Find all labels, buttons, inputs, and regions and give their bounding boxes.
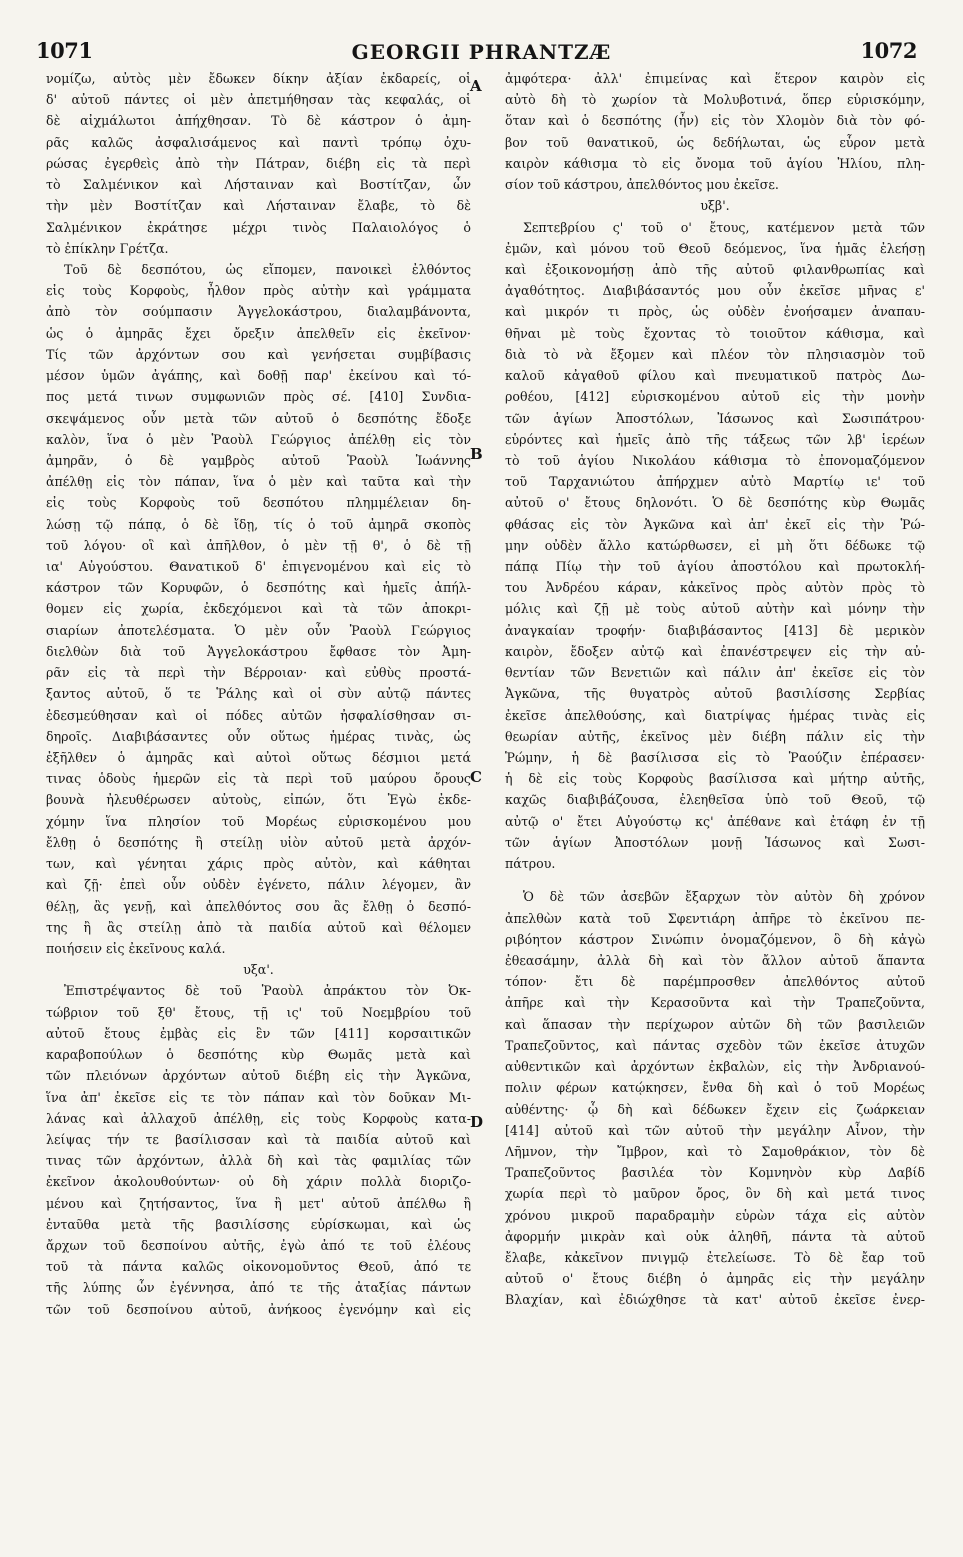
- text-line: ἀπελθὼν κατὰ τοῦ Σφεντιάρη ἀπῆρε τὸ ἐκεῖνου πε-: [505, 910, 925, 926]
- text-line: τοῦ τὰ πάντα καλῶς οἰκονομοῦντος Θεοῦ, ἀπό τε: [46, 1259, 471, 1275]
- text-line: ἀμηρᾶν, ὁ δὲ γαμβρὸς αὐτοῦ Ῥαοὺλ Ἰωάννης: [46, 452, 471, 468]
- text-line: ὡς ὁ ἀμηρᾶς ἔχει ὄρεξιν ἀπελθεῖν εἰς ἐκεῖνον·: [46, 325, 471, 341]
- text-line: καλοῦ κἀγαθοῦ φίλου καὶ πνευματικοῦ πατρὸς Δω-: [505, 368, 925, 384]
- text-line: ἀπέλθῃ εἰς τὸν πάπαν, ἵνα ὁ μὲν καὶ ταῦτα καὶ τὴν: [46, 474, 471, 490]
- text-line: τόπον· ἔτι δὲ παρέμπροσθεν ἀπελθόντος αὐτοῦ: [505, 974, 925, 990]
- text-line: μέσον ὑμῶν ἀγάπης, καὶ δοθῇ παρ' ἐκείνου καὶ τό-: [46, 368, 471, 384]
- text-line: Σεπτεβρίου ς' τοῦ ο' ἔτους, κατέμενον μετὰ τῶν: [523, 219, 925, 235]
- text-line: δ' αὐτοῦ πάντες οἱ μὲν ἀπετμήθησαν τὰς κεφαλάς, οἱ: [46, 92, 471, 108]
- text-line: ρᾶς καλῶς ἀσφαλισάμενος καὶ παντὶ τρόπῳ ὀχυ-: [46, 134, 471, 150]
- text-line: Τοῦ δὲ δεσπότου, ὡς εἴπομεν, πανοικεὶ ἐλθόντος: [64, 261, 471, 277]
- text-line: τῆς λύπης ὧν ἐγέννησα, ἀπό τε τῆς ἀταξίας πάντων: [46, 1280, 471, 1296]
- text-line: τῶν ἁγίων Ἀποστόλων, Ἰάσωνος καὶ Σωσιπάτρου·: [505, 410, 925, 426]
- text-line: διελθὼν διὰ τοῦ Ἀγγελοκάστρου ἔφθασε τὸν Ἀμη-: [46, 643, 471, 659]
- page-number-left: 1071: [36, 38, 93, 63]
- text-line: χρόνου μικροῦ παραδραμὴν εὑρὼν τάχα εἰς αὐτὸν: [505, 1207, 925, 1223]
- text-line: χωρία περὶ τὸ μαῦρον ὄρος, ὃν δὴ καὶ μετά τινος: [505, 1186, 925, 1202]
- text-line: ἐμῶν, καὶ μόνου τοῦ Θεοῦ δεόμενος, ἵνα ἡμᾶς ἐλεήσῃ: [505, 240, 925, 256]
- text-line: ἐδεσμεύθησαν καὶ οἱ πόδες αὐτῶν ἠσφαλίσθησαν σι-: [46, 707, 471, 723]
- text-line: διὰ τὸ νὰ ἔξομεν καὶ πλέον τὸν πλησιασμὸν τοῦ: [505, 346, 925, 362]
- text-line: αὐθεντικῶν καὶ ἀρχόντων ἐκβαλὼν, εἰς τὴν Ἀνδριανού-: [505, 1059, 925, 1075]
- text-line: θεντίαν τῶν Βενετιῶν καὶ πάλιν ἀπ' ἐκεῖσε εἰς τὸν: [505, 665, 925, 681]
- text-line: ἐθεασάμην, ἀλλὰ δὴ καὶ τὸν ἄλλον αὐτοῦ ἅπαντα: [505, 952, 925, 968]
- text-line: κάστρον τῶν Κορυφῶν, ὁ δεσπότης καὶ ἡμεῖς ἀπήλ-: [46, 580, 471, 596]
- text-line: τοῦ λόγου· οἳ καὶ ἀπῆλθον, ὁ μὲν τῇ θ', ὁ δὲ τῇ: [46, 537, 471, 553]
- text-line: ἀναγκαίαν τροφήν· διαβιβάσαντος [413] δὲ μερικὸν: [505, 622, 925, 638]
- text-line: καὶ ἐξοικονομήσῃ ἀπὸ τῆς αὐτοῦ φιλανθρωπίας καὶ: [505, 261, 925, 277]
- text-line: ἐνταῦθα μετὰ τῆς βασιλίσσης εὑρίσκωμαι, καὶ ὡς: [46, 1216, 471, 1232]
- text-line: εἰς τοὺς Κορφοὺς τοῦ δεσπότου πλημμέλειαν δη-: [46, 495, 471, 511]
- text-line: αὐτοῦ ἔτους ἐμβὰς εἰς ἓν τῶν [411] κορσαιτικῶν: [46, 1025, 471, 1041]
- text-line: καλὸν, ἵνα ὁ μὲν Ῥαοὺλ Γεώργιος ἀπέλθῃ εἰς τὸν: [46, 431, 471, 447]
- text-line: μην οὐδὲν ἄλλο κατώρθωσεν, εἰ μὴ ὅτι δέδωκε τῷ: [505, 537, 925, 553]
- text-line: Ἐπιστρέψαντος δὲ τοῦ Ῥαοὺλ ἀπράκτου τὸν Ὀκ-: [64, 983, 471, 999]
- text-line: ρᾶν εἰς τὰ περὶ τὴν Βέρροιαν· καὶ εὐθὺς προστά-: [46, 665, 471, 681]
- text-line: ἀγαθότητος. Διαβιβάσαντός μου οὖν ἐκεῖσε μῆνας ε': [505, 283, 925, 299]
- text-line: καὶ μικρόν τι πρὸς, ὡς οὐδὲν ἐνοήσαμεν ἀναπαυ-: [505, 304, 925, 320]
- right-column: [505, 68, 925, 1311]
- text-line: του Ἀνδρέου κάραν, κἀκεῖνος πρὸς αὐτὸν πρὸς τὸ: [505, 580, 925, 596]
- text-line: σιαρίων ἀποτελέσματα. Ὁ μὲν οὖν Ῥαοὺλ Γεώργιος: [46, 622, 471, 638]
- running-title: GEORGII PHRANTZÆ: [351, 40, 612, 64]
- text-line: δηροῖς. Διαβιβάσαντες οὖν οὕτως ἡμέρας τινὰς, ὡς: [46, 728, 471, 744]
- text-line: θέλῃ, ἂς γενῇ, καὶ ἀπελθόντος σου ἂς ἔλθῃ ὁ δεσπό-: [46, 898, 471, 914]
- text-line: θεωρίαν αὐτῆς, ἐκεῖνος μὲν διέβη πάλιν εἰς τὴν: [505, 728, 925, 744]
- text-line: Σαλμένικον ἐκράτησε μέχρι τινὸς Παλαιολόγος ὁ: [46, 219, 471, 235]
- text-line: αὐτοῦ ο' ἔτους διέβη ὁ ἀμηρᾶς εἰς τὴν μεγάλην: [505, 1271, 925, 1287]
- margin-letter-c: C: [470, 768, 482, 786]
- text-line: ια' Αὐγούστου. Θανατικοῦ δ' ἐπιγενομένου καὶ εἰς τὸ: [46, 559, 471, 575]
- text-line: χόμην ἵνα πλησίον τοῦ Μορέως εὑρισκομένου μου: [46, 813, 471, 829]
- text-line: ἄρχων τοῦ δεσποίνου αὐτῆς, ἐγὼ ἀπό τε τοῦ ἐλέους: [46, 1238, 471, 1254]
- text-line: τὸ Σαλμένικον καὶ Λήσταιναν καὶ Βοστίτζαν, ὧν: [46, 177, 471, 193]
- text-line: ὅταν καὶ ὁ δεσπότης (ἦν) εἰς τὸν Χλομὸν διὰ τὸν φό-: [505, 113, 925, 129]
- text-line: θῆναι μὲ τοὺς ἔχοντας τὸ τοιοῦτον κάθισμα, καὶ: [505, 325, 925, 341]
- text-line: λάνας καὶ ἀλλαχοῦ ἀπέλθῃ, εἰς τοὺς Κορφοὺς κατα-: [46, 1110, 471, 1126]
- text-line: τὴν μὲν Βοστίτζαν καὶ Λήσταιναν ἔλαβε, τὸ δὲ: [46, 198, 471, 214]
- text-line: νομίζω, αὐτὸς μὲν ἔδωκεν δίκην ἀξίαν ἐκδαρείς, οἱ: [46, 71, 471, 86]
- paragraph-gap: [505, 874, 925, 886]
- text-line: των, καὶ γένηται χάρις πρὸς αὐτὸν, καὶ κάθηται: [46, 856, 471, 872]
- section-number: υξα'.: [243, 962, 274, 978]
- text-line: τινας τῶν ἀρχόντων, ἀλλὰ δὴ καὶ τὰς φαμιλίας τῶν: [46, 1153, 471, 1169]
- left-column: [46, 68, 471, 1320]
- text-line: φθάσας εἰς τὸν Ἀγκῶνα καὶ ἀπ' ἐκεῖ εἰς τὴν Ῥώ-: [505, 516, 925, 532]
- text-line: βον τοῦ θανατικοῦ, ὡς δεδήλωται, ὡς εὗρον μετὰ: [505, 134, 925, 150]
- text-line: καχῶς διαβιβάζουσα, ἐλεηθεῖσα ὑπὸ τοῦ Θεοῦ, τῷ: [505, 792, 925, 808]
- text-line: αὐτῷ ο' ἔτει Αὐγούστῳ κς' ἀπέθανε καὶ ἐτάφη ἐν τῇ: [505, 813, 925, 829]
- text-line: καιρὸν κάθισμα τὸ εἰς ὄνομα τοῦ ἁγίου Ἠλίου, πλη-: [505, 155, 925, 171]
- text-line: τῶν πλειόνων ἀρχόντων αὐτοῦ διέβη εἰς τὴν Ἀγκῶνα,: [46, 1068, 471, 1084]
- text-line: ἡ δὲ εἰς τοὺς Κορφοὺς βασίλισσα καὶ μήτηρ αὐτῆς,: [505, 771, 925, 787]
- text-line: πάπᾳ Πίῳ τὴν τοῦ ἁγίου ἀποστόλου καὶ πρωτοκλή-: [505, 559, 925, 575]
- text-line: λώσῃ τῷ πάπᾳ, ὁ δὲ ἴδῃ, τίς ὁ τοῦ ἀμηρᾶ σκοπὸς: [46, 516, 471, 532]
- text-line: Λῆμνον, τὴν Ἴμβρον, καὶ τὸ Σαμοθράκιον, τὸν δὲ: [505, 1143, 925, 1159]
- text-line: ροθέου, [412] εὑρισκομένου αὐτοῦ εἰς τὴν μονὴν: [505, 389, 925, 405]
- text-line: καραβοπούλων ὁ δεσπότης κὺρ Θωμᾶς μετὰ καὶ: [46, 1047, 471, 1063]
- margin-letter-a: A: [470, 77, 482, 95]
- text-line: σίον τοῦ κάστρου, ἀπελθόντος μου ἐκεῖσε.: [505, 177, 779, 193]
- text-line: τώβριον τοῦ ξθ' ἔτους, τῇ ις' τοῦ Νοεμβρίου τοῦ: [46, 1004, 471, 1020]
- text-line: ἐξῆλθεν ὁ ἀμηρᾶς καὶ αὐτοὶ οὕτως δέσμιοι μετά: [46, 750, 471, 765]
- text-line: ριβόητον κάστρον Σινώπιν ὀνομαζόμενον, ὃ δὴ κἀγὼ: [505, 931, 925, 947]
- text-line: καιρὸν, ἔδοξεν αὐτῷ καὶ ἐπανέστρεψεν εἰς τὴν αὐ-: [505, 643, 925, 659]
- text-line: Τραπεζοῦντος βασιλέα τὸν Κομνηνὸν κὺρ Δαβίδ: [505, 1165, 925, 1181]
- text-line: μόλις καὶ ζῇ μὲ τοὺς αὐτοῦ αὐτὴν καὶ μόνην τὴν: [505, 601, 925, 617]
- text-line: ἵνα ἀπ' ἐκεῖσε εἰς τε τὸν πάπαν καὶ τὸν δοῦκαν Μι-: [46, 1089, 471, 1105]
- text-line: Βλαχίαν, καὶ ἐδιώχθησε τὰ κατ' αὐτοῦ ἐκεῖσε ἐνερ-: [505, 1292, 925, 1308]
- text-line: ἐκεῖνον ἀκολουθούντων· οὐ δὴ χάριν πολλὰ διοριζο-: [46, 1174, 471, 1190]
- margin-letter-d: D: [470, 1113, 484, 1131]
- text-line: Τίς τῶν ἀρχόντων σου καὶ γενήσεται συμβίβασις: [46, 346, 471, 362]
- text-line: πος μετά τινων συμφωνιῶν πρὸς σέ. [410] Συνδια-: [46, 389, 471, 405]
- text-line: θομεν εἰς χωρία, ἐκδεχόμενοι καὶ τὰ τῶν ἀποκρι-: [46, 601, 471, 617]
- page-number-right: 1072: [860, 38, 917, 63]
- text-line: [414] αὐτοῦ καὶ τῶν αὐτοῦ τὴν μεγάλην Αἶνον, τὴν: [505, 1122, 925, 1138]
- text-line: πάτρου.: [505, 856, 556, 872]
- text-line: δὲ αἰχμάλωτοι ἀπήχθησαν. Τὸ δὲ κάστρον ὁ ἀμη-: [46, 113, 471, 129]
- text-line: ξαντος αὐτοῦ, ὅ τε Ῥάλης καὶ οἱ σὺν αὐτῷ πάντες: [46, 686, 471, 702]
- text-line: καὶ ζῇ· ἐπεὶ οὖν οὐδὲν ἐγένετο, πάλιν λέγομεν, ἂν: [46, 877, 471, 893]
- text-line: Ῥώμην, ἡ δὲ βασίλισσα εἰς τὸ Ῥαούζιν ἐπέρασεν·: [505, 750, 925, 765]
- text-line: τινας ὁδοὺς ἡμερῶν εἰς τὰ περὶ τοῦ μαύρου ὄρους: [46, 771, 471, 787]
- text-line: Ὁ δὲ τῶν ἀσεβῶν ἔξαρχων τὸν αὐτὸν δὴ χρόνον: [523, 889, 925, 905]
- text-line: ἀφορμήν μικρὰν καὶ οὐκ ἀληθῆ, πάντα τὰ αὐτοῦ: [505, 1228, 925, 1244]
- text-line: τοῦ Ταρχανιώτου ἀπήρχμεν αὐτὸ Μαρτίῳ ιε' τοῦ: [505, 474, 925, 490]
- section-number: υξβ'.: [700, 198, 730, 214]
- text-line: μένου καὶ ζητήσαντος, ἵνα ἢ μετ' αὐτοῦ ἀπέλθω ἢ: [46, 1195, 471, 1211]
- text-line: τὸ ἐπίκλην Γρέτζα.: [46, 240, 169, 256]
- text-line: Ἀγκῶνα, τῆς θυγατρὸς αὐτοῦ βασιλίσσης Σερβίας: [505, 686, 925, 702]
- text-line: εὑρόντες καὶ ἡμεῖς ἀπὸ τῆς τάξεως τῶν λβ' ἱερέων: [505, 431, 925, 447]
- text-line: αὐτὸ δὴ τὸ χωρίον τὰ Μολυβοτινά, ὅπερ εὑρισκόμην,: [505, 92, 925, 108]
- text-line: ἔλαβε, κἀκεῖνον πνιγμῷ ἐτελείωσε. Τὸ δὲ ἔαρ τοῦ: [505, 1250, 925, 1266]
- text-line: ἔλθῃ ὁ δεσπότης ἢ στείλῃ υἱὸν αὐτοῦ μετὰ ἀρχόν-: [46, 834, 471, 850]
- text-line: της ἢ ἂς στείλῃ ἀπὸ τὰ παιδία αὐτοῦ καὶ θέλομεν: [46, 919, 471, 935]
- text-line: σκεψάμενος οὖν μετὰ τῶν αὐτοῦ ὁ δεσπότης ἔδοξε: [46, 410, 471, 426]
- text-line: Τραπεζοῦντος, καὶ πάντας σχεδὸν τῶν ἐκεῖσε ἀτυχῶν: [505, 1037, 925, 1053]
- text-line: βουνὰ ἠλευθέρωσεν αὐτοὺς, εἰπών, ὅτι Ἐγὼ ἐκδε-: [46, 792, 471, 808]
- text-line: ἀμφότερα· ἀλλ' ἐπιμείνας καὶ ἕτερον καιρὸν εἰς: [505, 71, 925, 86]
- margin-letter-b: B: [470, 445, 483, 463]
- text-line: ἀπὸ τὸν σούμπασιν Ἀγγελοκάστρου, διαλαμβάνοντα,: [46, 304, 471, 320]
- text-line: καὶ ἅπασαν τὴν περίχωρον αὐτῶν δὴ τῶν βασιλειῶν: [505, 1016, 925, 1032]
- text-line: τὸ τοῦ ἁγίου Νικολάου κάθισμα τὸ ἐπονομαζόμενον: [505, 452, 925, 468]
- text-line: ἀπῆρε καὶ τὴν Κερασοῦντα καὶ τὴν Τραπεζοῦντα,: [505, 995, 925, 1011]
- text-line: λείψας τήν τε βασίλισσαν καὶ τὰ παιδία αὐτοῦ καὶ: [46, 1131, 471, 1147]
- text-line: αὐθέντης· ᾧ δὴ καὶ δέδωκεν ἔχειν εἰς ζωάρκειαν: [505, 1101, 925, 1117]
- text-line: πολιν φέρων κατῴκησεν, ἔνθα δὴ καὶ ὁ τοῦ Μορέως: [505, 1080, 925, 1096]
- text-line: εἰς τοὺς Κορφοὺς, ἦλθον πρὸς αὐτὴν καὶ γράμματα: [46, 283, 471, 299]
- text-line: τῶν τοῦ δεσποίνου αὐτοῦ, ἀνήκοος ἐγενόμην καὶ εἰς: [46, 1301, 471, 1317]
- text-line: αὐτοῦ ο' ἔτους δηλονότι. Ὁ δὲ δεσπότης κὺρ Θωμᾶς: [505, 495, 925, 511]
- text-line: ποιήσειν εἰς ἐκεῖνους καλά.: [46, 940, 226, 956]
- text-line: ρώσας ἐγερθεὶς ἀπὸ τὴν Πάτραν, διέβη εἰς τὰ περὶ: [46, 155, 471, 171]
- text-line: ἐκεῖσε ἀπελθούσης, καὶ διατρίψας ἡμέρας τινὰς εἰς: [505, 707, 925, 723]
- text-line: τῶν ἁγίων Ἀποστόλων μονῇ Ἰάσωνος καὶ Σωσι-: [505, 834, 925, 850]
